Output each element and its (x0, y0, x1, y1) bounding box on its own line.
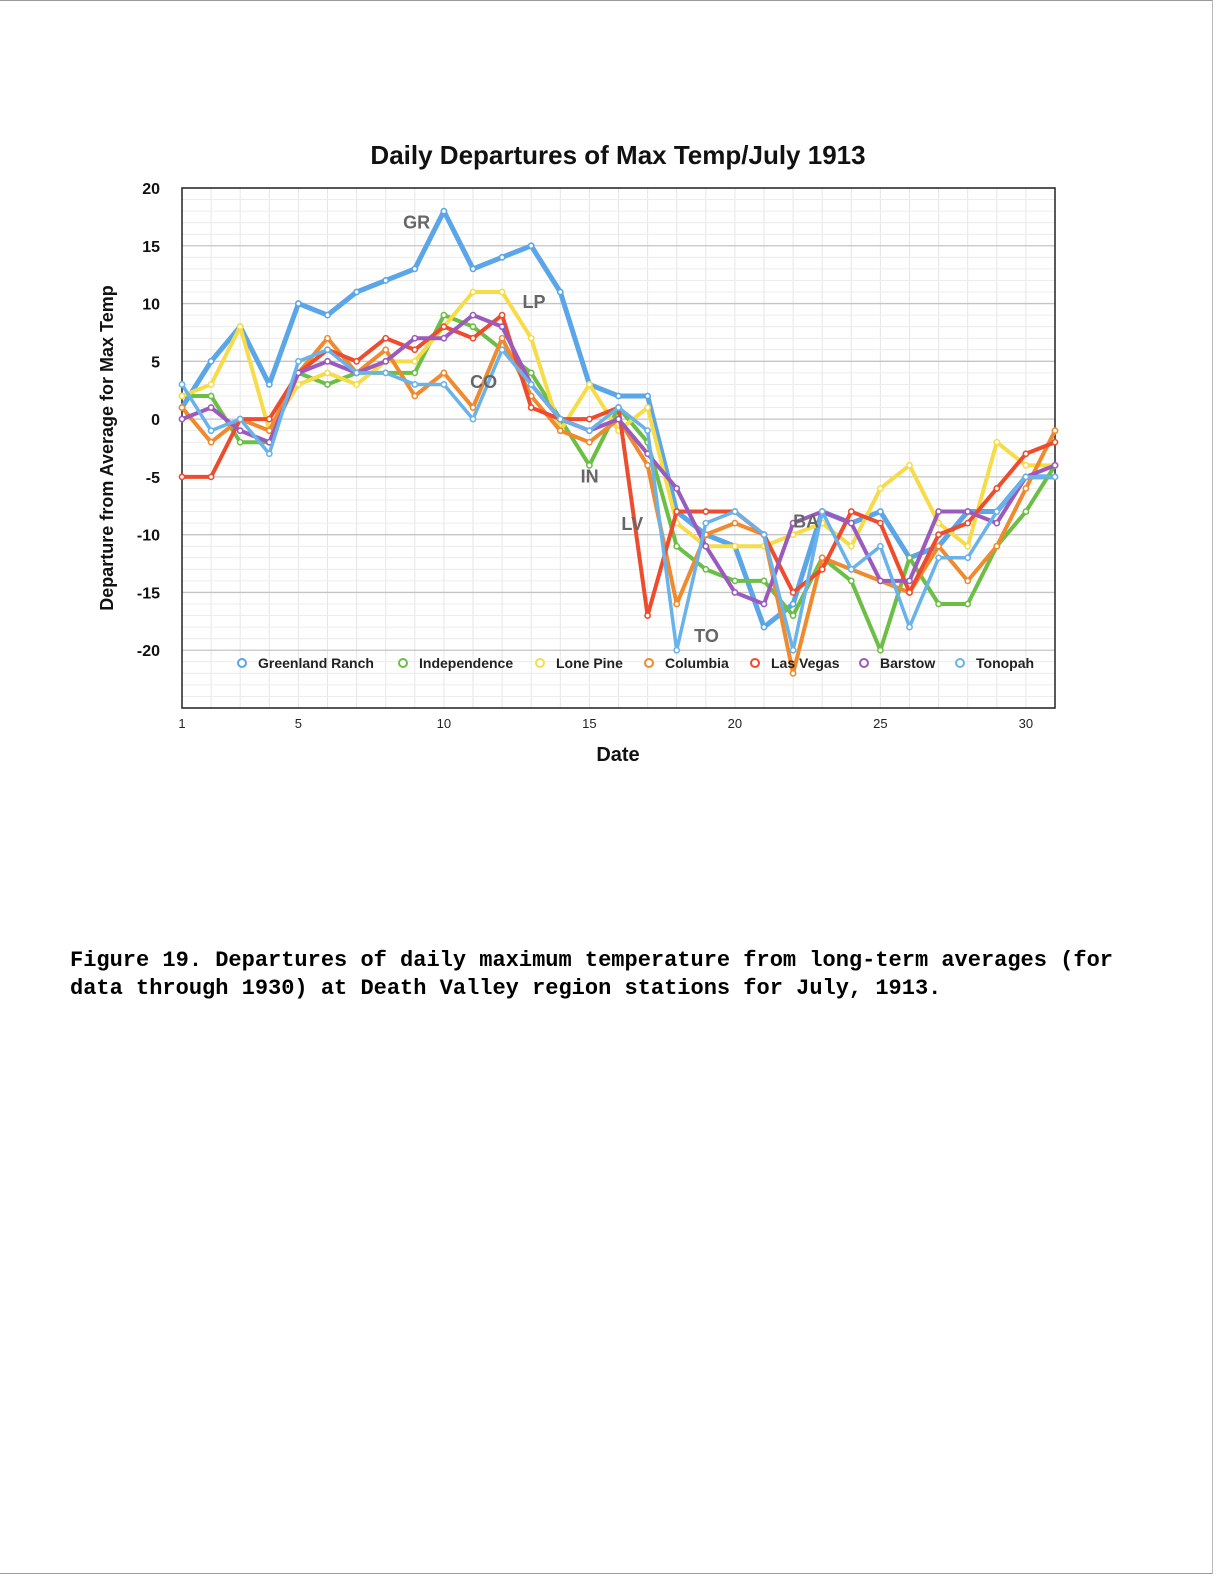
series-annotation: TO (694, 626, 719, 647)
data-point (732, 578, 737, 583)
data-point (936, 555, 941, 560)
data-point (703, 509, 708, 514)
legend-label: Las Vegas (771, 655, 840, 671)
data-point (383, 347, 388, 352)
data-point (1023, 474, 1028, 479)
y-tick-label: -10 (136, 527, 160, 545)
data-point (529, 405, 534, 410)
data-point (907, 590, 912, 595)
legend-marker (956, 659, 964, 667)
data-point (994, 509, 999, 514)
data-point (441, 324, 446, 329)
data-point (412, 336, 417, 341)
data-point (936, 509, 941, 514)
data-point (470, 336, 475, 341)
data-point (907, 463, 912, 468)
data-point (732, 521, 737, 526)
data-point (616, 393, 621, 398)
data-point (383, 278, 388, 283)
data-point (267, 451, 272, 456)
data-point (703, 521, 708, 526)
data-point (441, 370, 446, 375)
data-point (994, 486, 999, 491)
legend-marker (751, 659, 759, 667)
y-tick-label: 5 (151, 354, 160, 372)
data-point (238, 324, 243, 329)
legend-marker (399, 659, 407, 667)
data-point (179, 405, 184, 410)
series-annotation: LP (522, 292, 546, 313)
data-point (1023, 463, 1028, 468)
data-point (965, 555, 970, 560)
x-tick-label: 20 (727, 716, 743, 731)
data-point (470, 417, 475, 422)
data-point (354, 370, 359, 375)
data-point (674, 544, 679, 549)
series-annotation: CO (470, 371, 498, 392)
data-point (209, 474, 214, 479)
x-tick-label: 25 (873, 716, 888, 731)
data-point (645, 463, 650, 468)
data-point (616, 405, 621, 410)
data-point (965, 509, 970, 514)
x-tick-label: 5 (294, 716, 303, 731)
y-tick-label: 15 (142, 238, 160, 256)
data-point (500, 255, 505, 260)
data-point (1052, 463, 1057, 468)
data-point (761, 601, 766, 606)
data-point (441, 336, 446, 341)
data-point (529, 336, 534, 341)
data-point (674, 509, 679, 514)
data-point (994, 440, 999, 445)
series-annotation: LV (621, 514, 644, 535)
data-point (791, 671, 796, 676)
data-point (965, 521, 970, 526)
data-point (383, 370, 388, 375)
data-point (209, 359, 214, 364)
data-point (296, 359, 301, 364)
data-point (500, 324, 505, 329)
x-tick-label: 30 (1018, 716, 1034, 731)
data-point (616, 417, 621, 422)
data-point (878, 578, 883, 583)
data-point (907, 625, 912, 630)
data-point (238, 428, 243, 433)
data-point (732, 590, 737, 595)
data-point (179, 393, 184, 398)
data-point (441, 313, 446, 318)
series-annotation: GR (403, 212, 431, 233)
data-point (179, 382, 184, 387)
data-point (325, 347, 330, 352)
legend-label: Independence (419, 655, 514, 671)
data-point (470, 324, 475, 329)
data-point (267, 417, 272, 422)
data-point (558, 289, 563, 294)
data-point (209, 393, 214, 398)
data-point (500, 336, 505, 341)
data-point (965, 601, 970, 606)
x-tick-label: 15 (582, 716, 597, 731)
data-point (965, 544, 970, 549)
data-point (470, 405, 475, 410)
data-point (1052, 440, 1057, 445)
data-point (412, 266, 417, 271)
legend-marker (238, 659, 246, 667)
data-point (791, 590, 796, 595)
data-point (878, 648, 883, 653)
x-tick-label: 10 (436, 716, 452, 731)
data-point (849, 544, 854, 549)
data-point (412, 382, 417, 387)
data-point (791, 613, 796, 618)
data-point (732, 509, 737, 514)
data-point (587, 428, 592, 433)
data-point (849, 509, 854, 514)
data-point (587, 382, 592, 387)
data-point (994, 544, 999, 549)
data-point (267, 428, 272, 433)
data-point (209, 382, 214, 387)
data-point (849, 567, 854, 572)
data-point (645, 613, 650, 618)
legend-label: Lone Pine (556, 655, 623, 671)
data-point (412, 393, 417, 398)
data-point (1023, 486, 1028, 491)
data-point (907, 555, 912, 560)
chart-title: Daily Departures of Max Temp/July 1913 (370, 140, 866, 170)
legend-label: Tonopah (976, 655, 1035, 671)
x-tick-label: 1 (178, 716, 186, 731)
data-point (238, 417, 243, 422)
series-annotation: IN (580, 466, 599, 487)
data-point (936, 532, 941, 537)
data-point (325, 359, 330, 364)
data-point (470, 266, 475, 271)
data-point (645, 405, 650, 410)
data-point (209, 428, 214, 433)
y-tick-label: 20 (142, 181, 160, 198)
data-point (529, 382, 534, 387)
data-point (645, 428, 650, 433)
data-point (1023, 451, 1028, 456)
data-point (878, 521, 883, 526)
x-axis-title: Date (596, 744, 640, 766)
data-point (325, 313, 330, 318)
data-point (179, 417, 184, 422)
data-point (558, 428, 563, 433)
y-axis-title: Departure from Average for Max Temp (97, 285, 117, 611)
data-point (179, 474, 184, 479)
chart (0, 1, 1212, 801)
data-point (878, 486, 883, 491)
data-point (703, 567, 708, 572)
data-point (500, 289, 505, 294)
data-point (470, 313, 475, 318)
y-tick-label: -15 (136, 585, 160, 603)
data-point (674, 648, 679, 653)
data-point (936, 521, 941, 526)
legend-marker (860, 659, 868, 667)
legend-marker (536, 659, 544, 667)
data-point (383, 359, 388, 364)
data-point (500, 313, 505, 318)
data-point (354, 359, 359, 364)
y-tick-label: 10 (142, 296, 160, 314)
data-point (820, 509, 825, 514)
data-point (558, 417, 563, 422)
data-point (441, 209, 446, 214)
data-point (791, 648, 796, 653)
legend-label: Barstow (880, 655, 936, 671)
data-point (325, 382, 330, 387)
data-point (209, 440, 214, 445)
data-point (936, 544, 941, 549)
data-point (791, 601, 796, 606)
data-point (354, 289, 359, 294)
data-point (296, 301, 301, 306)
figure-caption: Figure 19. Departures of daily maximum temperature from long-term averages (for data through 1930) at Death Valley region stations for July, 1913. (70, 948, 1113, 1001)
data-point (412, 347, 417, 352)
data-point (761, 532, 766, 537)
data-point (761, 625, 766, 630)
data-point (849, 578, 854, 583)
data-point (529, 370, 534, 375)
data-point (354, 382, 359, 387)
data-point (645, 393, 650, 398)
legend-marker (645, 659, 653, 667)
data-point (529, 243, 534, 248)
data-point (674, 601, 679, 606)
data-point (994, 521, 999, 526)
data-point (1052, 474, 1057, 479)
data-point (238, 440, 243, 445)
data-point (209, 405, 214, 410)
data-point (1023, 509, 1028, 514)
data-point (412, 370, 417, 375)
data-point (470, 289, 475, 294)
data-point (325, 370, 330, 375)
data-point (849, 521, 854, 526)
legend-label: Greenland Ranch (258, 655, 374, 671)
data-point (441, 382, 446, 387)
data-point (732, 544, 737, 549)
data-point (383, 336, 388, 341)
data-point (820, 555, 825, 560)
data-point (500, 347, 505, 352)
data-point (1052, 428, 1057, 433)
data-point (412, 359, 417, 364)
data-point (587, 440, 592, 445)
data-point (267, 382, 272, 387)
y-tick-label: -20 (136, 643, 160, 661)
data-point (936, 601, 941, 606)
data-point (820, 567, 825, 572)
data-point (674, 486, 679, 491)
data-point (965, 578, 970, 583)
data-point (296, 382, 301, 387)
data-point (878, 544, 883, 549)
data-point (703, 544, 708, 549)
data-point (761, 578, 766, 583)
data-point (325, 336, 330, 341)
legend-label: Columbia (665, 655, 729, 671)
y-tick-label: 0 (151, 412, 160, 430)
series-annotation: BA (793, 511, 820, 532)
data-point (907, 578, 912, 583)
y-tick-label: -5 (145, 469, 160, 487)
data-point (587, 417, 592, 422)
data-point (878, 509, 883, 514)
